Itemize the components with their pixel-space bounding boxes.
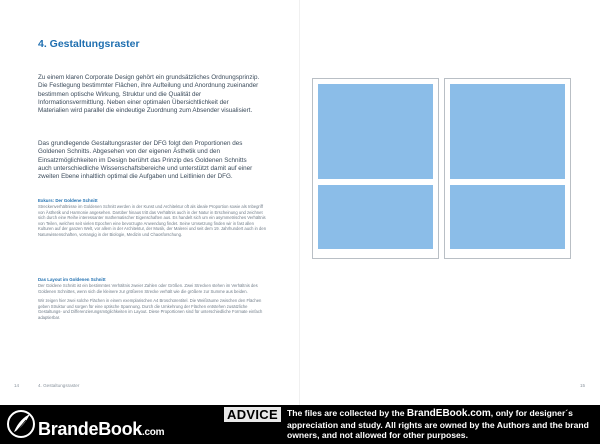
notice-suffix: , only for designer´s appreciation and study. All rights are owned by the Authors and the brand owners, and not allowed for other purposes. [287,408,589,440]
footer-section-label: 4. Gestaltungsraster [38,383,80,388]
grid-field-large [450,84,565,179]
brand-name: BrandeBook [38,419,143,439]
notice-prefix: The files are collected by the [287,408,407,418]
brand-wordmark [38,419,164,443]
layout-section-text-1: Der Goldene Schnitt ist ein bestimmtes Verhältnis zweier Zahlen oder Größen. Zwei Strecken stehen im Verhältnis des Goldenen Schnittes, wenn sich die kleinere zur größeren Strecke verhält wie die größere zur Summe aus beiden. [38,283,258,294]
grid-field-small [450,185,565,249]
layout-section [38,277,268,321]
excursus-text: Streckenverhältnisse im Goldenen Schnitt werden in der Kunst und Architektur oft als ideale Proportion sowie als Inbegriff von Ästhetik und Harmonie angesehen. Darüber hinaus tritt das Verhältnis auch in der Natur in Erscheinung und zeichnet sich durch eine Reihe interessanter mathematischer Eigenschaften aus. Es handelt sich um ein asymmetrisches Verhältnis von Teilen, welches seit vielen Epochen eine bevorzugte Anwendung findet. Seine Umsetzung finden wir in fast allen Kulturen auf der ganzen Welt, vor allem in der Architektur, der Musik, der Malerei und seit dem 19. Jahrhundert auch in den Naturwissenschaften, vorrangig in der Biologie, Medizin und Chaosforschung. [38,204,267,237]
golden-ratio-paragraph: Das grundlegende Gestaltungsraster der DFG folgt den Proportionen des Goldenen Schnitts. Abgesehen von der eigenen Ästhetik und den Einsatzmöglichkeiten im Design berührt das Prinzip des Goldenen Schnitts auch unterschiedliche Wissenschaftsbereiche und unterstützt damit auf einer zweiten Ebene inhaltlich optimal die Aufgaben und Leitlinien der DFG. [38,140,253,181]
brand-suffix: .com [142,427,165,438]
intro-paragraph: Zu einem klaren Corporate Design gehört ein grundsätzliches Ordnungsprinzip. Die Festlegung bestimmter Flächen, ihre Aufteilung und Anordnung zueinander bestimmen optische Wirkung, Struktur und die Qualität der Informationsvermittlung. Neben einer optimalen Übersichtlichkeit der Materialien wird parallel die eindeutige Zuordnung zum Absender visualisiert. [38,74,260,115]
copyright-notice [287,408,597,441]
page-number-left: 14 [14,383,20,388]
grid-field-large [318,84,433,179]
grid-example-frame-right [444,78,571,259]
spread-spine [299,0,300,405]
layout-section-title: Das Layout im Goldenen Schnitt [38,277,106,282]
layout-section-text-2: Wir zeigen hier zwei solche Flächen in einem exemplarischen A4 Broschürentitel. Die Weißräume zwischen den Flächen geben Struktur und sorgen für eine optische Spannung. Durch die Umkehrung der Flächen entstehen zusätzliche Gestaltungs- und Differenzierungsmöglichkeiten im Layout. Diese Proportionen sind für unterschiedliche Formate einfach adaptierbar. [38,298,263,320]
notice-brand: BrandEBook.com [406,408,491,419]
page-number-right: 15 [580,383,586,388]
watermark-banner [0,405,600,444]
grid-field-small [318,185,433,249]
advice-label: ADVICE [224,407,281,422]
grid-example-frame-left [312,78,439,259]
feather-circle-icon [6,408,36,440]
excursus-title: Exkurs: Der Goldene Schnitt [38,198,98,203]
excursus-section [38,198,268,238]
page-heading: 4. Gestaltungsraster [38,38,140,50]
